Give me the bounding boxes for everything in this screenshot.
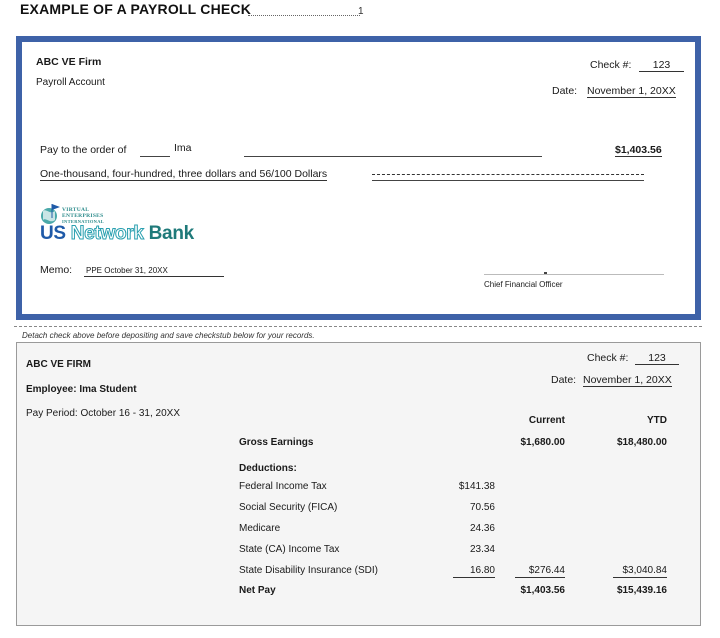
payee-underline-right <box>244 156 542 157</box>
stub-employee-name: Ima Student <box>79 384 137 395</box>
deduction-label: State (CA) Income Tax <box>239 544 340 555</box>
deduction-amount: 70.56 <box>469 502 495 513</box>
current-column-header: Current <box>528 415 565 426</box>
net-pay-label: Net Pay <box>239 585 276 596</box>
stub-check-number: 123 <box>635 352 679 365</box>
stub-date: November 1, 20XX <box>583 374 672 386</box>
net-pay-ytd: $15,439.16 <box>616 585 667 596</box>
check-amount: $1,403.56 <box>615 144 662 156</box>
check-number: 123 <box>639 59 684 72</box>
check-account: Payroll Account <box>36 77 105 88</box>
logo-line-1: VIRTUAL <box>62 207 90 213</box>
deductions-total-current: $276.44 <box>515 565 565 578</box>
payee-underline-left <box>140 156 170 157</box>
check-date-label: Date: <box>552 85 578 97</box>
signature-line <box>484 274 664 275</box>
net-pay-current: $1,403.56 <box>520 585 565 596</box>
logo-network: Network <box>70 223 144 244</box>
memo-value: PPE October 31, 20XX <box>84 265 224 277</box>
stub-firm-name: ABC VE FIRM <box>26 359 91 370</box>
deduction-label: State Disability Insurance (SDI) <box>239 565 378 576</box>
deduction-amount: $141.38 <box>458 481 495 492</box>
payroll-check <box>16 36 701 320</box>
amount-words-underline <box>372 180 644 181</box>
deductions-total-ytd: $3,040.84 <box>613 565 667 578</box>
amount-in-words: One-thousand, four-hundred, three dollars and 56/100 Dollars <box>40 168 328 180</box>
gross-earnings-label: Gross Earnings <box>239 437 314 448</box>
stub-employee-label: Employee: <box>26 384 77 395</box>
deduction-amount: 16.80 <box>453 565 495 578</box>
check-firm-name: ABC VE Firm <box>36 56 102 68</box>
stub-employee <box>26 384 137 395</box>
stub-pay-period-label: Pay Period: <box>26 408 78 419</box>
title-mark: 1 <box>358 6 364 17</box>
deduction-label: Social Security (FICA) <box>239 502 338 513</box>
payee-name: Ima <box>174 142 192 154</box>
logo-us: US <box>40 223 66 244</box>
pay-to-label: Pay to the order of <box>40 144 127 156</box>
page-title: EXAMPLE OF A PAYROLL CHECK <box>20 1 252 17</box>
deduction-label: Medicare <box>239 523 281 534</box>
gross-earnings-ytd: $18,480.00 <box>616 437 667 448</box>
signature-title: Chief Financial Officer <box>484 280 563 289</box>
detach-instruction: Detach check above before depositing and save checkstub below for your records. <box>22 331 315 340</box>
title-dotted-rule <box>248 15 360 16</box>
check-number-label: Check #: <box>590 59 632 71</box>
ytd-column-header: YTD <box>647 415 667 426</box>
memo-label: Memo: <box>40 264 73 276</box>
stub-pay-period <box>26 408 180 419</box>
deduction-label: Federal Income Tax <box>239 481 327 492</box>
deduction-amount: 24.36 <box>469 523 495 534</box>
stub-check-number-label: Check #: <box>587 352 629 364</box>
logo-line-3: INTERNATIONAL <box>62 219 105 224</box>
check-stub <box>16 342 701 626</box>
signature-mark <box>544 272 547 274</box>
stub-date-label: Date: <box>551 374 577 386</box>
amount-words-fill <box>372 174 644 175</box>
logo-bank: Bank <box>148 223 194 244</box>
stub-pay-period-value: October 16 - 31, 20XX <box>80 408 180 419</box>
logo-line-2: ENTERPRISES <box>62 213 104 219</box>
deduction-amount: 23.34 <box>469 544 495 555</box>
check-date: November 1, 20XX <box>587 85 676 97</box>
deductions-label: Deductions: <box>239 463 297 474</box>
gross-earnings-current: $1,680.00 <box>520 437 565 448</box>
logo-wordmark <box>40 223 194 245</box>
detach-dashed-line <box>14 326 702 327</box>
